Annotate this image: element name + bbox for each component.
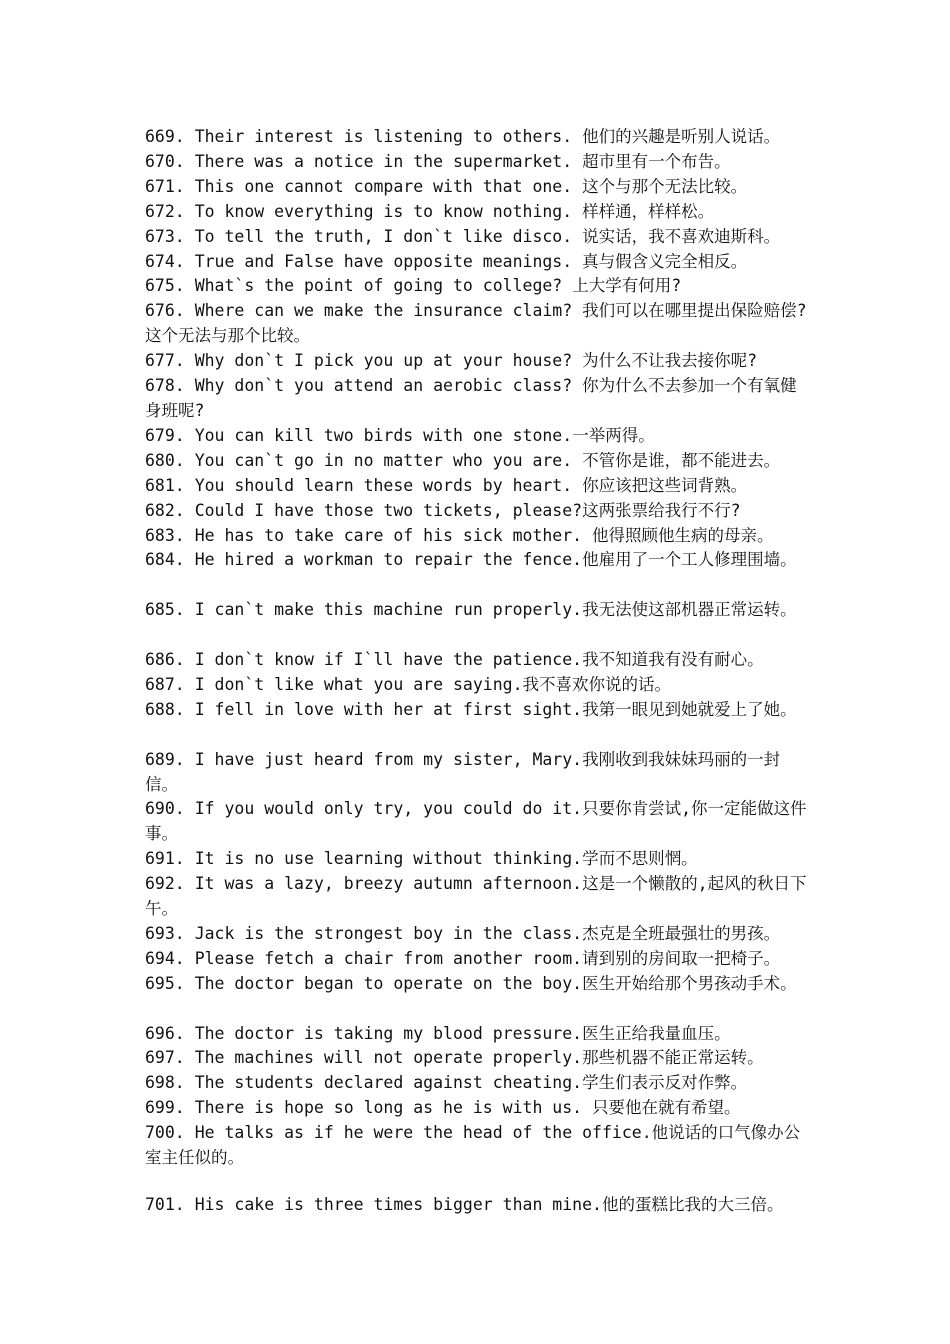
english-sentence: There is hope so long as he is with us. bbox=[194, 1098, 583, 1118]
chinese-translation: 这两张票给我行不行? bbox=[582, 500, 741, 520]
english-sentence: Could I have those two tickets, please? bbox=[194, 500, 583, 520]
list-item bbox=[145, 972, 813, 997]
entry-number: 682. bbox=[145, 500, 185, 520]
list-item bbox=[145, 648, 813, 673]
chinese-translation: 医生正给我量血压。 bbox=[582, 1023, 731, 1043]
entry-number: 687. bbox=[145, 674, 185, 694]
english-sentence: Where can we make the insurance claim? bbox=[194, 301, 573, 321]
list-item bbox=[145, 175, 813, 200]
list-item bbox=[145, 1121, 813, 1171]
english-sentence: I don`t like what you are saying. bbox=[194, 674, 523, 694]
english-sentence: Why don`t you attend an aerobic class? bbox=[194, 376, 573, 396]
list-item bbox=[145, 1046, 813, 1071]
entry-number: 691. bbox=[145, 849, 185, 869]
chinese-translation: 请到别的房间取一把椅子。 bbox=[582, 948, 781, 968]
chinese-translation: 那些机器不能正常运转。 bbox=[582, 1048, 764, 1068]
chinese-translation: 学而不思则惘。 bbox=[582, 849, 698, 869]
chinese-translation: 我不知道我有没有耐心。 bbox=[582, 650, 764, 669]
chinese-translation: 说实话，我不喜欢迪斯科。 bbox=[582, 226, 781, 246]
chinese-translation: 他说话的口气像办公室主任似的。 bbox=[145, 1123, 801, 1168]
chinese-translation: 学生们表示反对作弊。 bbox=[582, 1073, 748, 1093]
list-item bbox=[145, 424, 813, 449]
list-item bbox=[145, 673, 813, 698]
english-sentence: The students declared against cheating. bbox=[194, 1073, 583, 1093]
entry-number: 695. bbox=[145, 973, 185, 993]
entry-number: 701. bbox=[145, 1195, 185, 1214]
entry-number: 674. bbox=[145, 251, 185, 271]
list-item bbox=[145, 524, 813, 549]
chinese-translation: 只要他在就有希望。 bbox=[592, 1098, 741, 1118]
list-item bbox=[145, 1096, 813, 1121]
entry-number: 690. bbox=[145, 799, 185, 819]
list-item bbox=[145, 225, 813, 250]
entry-number: 686. bbox=[145, 650, 185, 669]
list-item bbox=[145, 374, 813, 424]
english-sentence: His cake is three times bigger than mine. bbox=[194, 1195, 602, 1214]
chinese-translation: 他得照顾他生病的母亲。 bbox=[592, 525, 774, 545]
entry-number: 699. bbox=[145, 1098, 185, 1118]
chinese-translation: 为什么不让我去接你呢? bbox=[582, 351, 758, 371]
list-item bbox=[145, 922, 813, 947]
entry-number: 669. bbox=[145, 127, 185, 146]
chinese-translation: 他的蛋糕比我的大三倍。 bbox=[601, 1195, 784, 1214]
english-sentence: True and False have opposite meanings. bbox=[194, 251, 573, 271]
list-item bbox=[145, 947, 813, 972]
chinese-translation: 我刚收到我妹妹玛丽的一封信。 bbox=[145, 749, 781, 794]
english-sentence: You can kill two birds with one stone. bbox=[194, 425, 573, 445]
entry-number: 675. bbox=[145, 276, 185, 296]
entry-number: 700. bbox=[145, 1123, 185, 1143]
list-item bbox=[145, 474, 813, 499]
english-sentence: It is no use learning without thinking. bbox=[194, 849, 583, 869]
list-item bbox=[145, 748, 813, 798]
entry-number: 679. bbox=[145, 425, 185, 445]
entry-number: 688. bbox=[145, 699, 185, 719]
english-sentence: To know everything is to know nothing. bbox=[194, 201, 573, 221]
chinese-translation: 样样通，样样松。 bbox=[582, 201, 715, 221]
entry-number: 672. bbox=[145, 201, 185, 221]
english-sentence: There was a notice in the supermarket. bbox=[194, 151, 573, 171]
chinese-translation: 杰克是全班最强壮的男孩。 bbox=[582, 923, 781, 943]
english-sentence: What`s the point of going to college? bbox=[194, 276, 563, 296]
entry-number: 685. bbox=[145, 600, 185, 620]
list-item bbox=[145, 548, 813, 573]
english-sentence: To tell the truth, I don`t like disco. bbox=[194, 226, 573, 246]
english-sentence: He hired a workman to repair the fence. bbox=[194, 550, 583, 570]
english-sentence: If you would only try, you could do it. bbox=[194, 799, 583, 819]
entry-number: 677. bbox=[145, 351, 185, 371]
list-item bbox=[145, 150, 813, 175]
english-sentence: The machines will not operate properly. bbox=[194, 1048, 583, 1068]
chinese-translation: 我无法使这部机器正常运转。 bbox=[582, 600, 797, 620]
entry-number: 693. bbox=[145, 923, 185, 943]
entry-number: 676. bbox=[145, 301, 185, 321]
entry-number: 684. bbox=[145, 550, 185, 570]
list-item bbox=[145, 1071, 813, 1096]
entry-number: 681. bbox=[145, 475, 185, 495]
list-item bbox=[145, 250, 813, 275]
chinese-translation: 他们的兴趣是听别人说话。 bbox=[582, 127, 781, 146]
list-item bbox=[145, 274, 813, 299]
chinese-translation: 这个与那个无法比较。 bbox=[582, 176, 748, 196]
english-sentence: I don`t know if I`ll have the patience. bbox=[194, 650, 583, 669]
chinese-translation: 上大学有何用? bbox=[572, 276, 682, 296]
sentence-list bbox=[145, 125, 813, 1218]
english-sentence: He talks as if he were the head of the office. bbox=[194, 1123, 652, 1143]
chinese-translation: 我们可以在哪里提出保险赔偿?这个无法与那个比较。 bbox=[145, 301, 807, 346]
chinese-translation: 你为什么不去参加一个有氧健身班呢? bbox=[145, 376, 797, 420]
english-sentence: I fell in love with her at first sight. bbox=[194, 699, 583, 719]
english-sentence: He has to take care of his sick mother. bbox=[194, 525, 583, 545]
chinese-translation: 不管你是谁，都不能进去。 bbox=[582, 450, 781, 470]
entry-number: 683. bbox=[145, 525, 185, 545]
english-sentence: You should learn these words by heart. bbox=[194, 475, 573, 495]
list-item bbox=[145, 499, 813, 524]
entry-number: 689. bbox=[145, 749, 185, 769]
english-sentence: I have just heard from my sister, Mary. bbox=[194, 749, 583, 769]
list-item bbox=[145, 1022, 813, 1047]
chinese-translation: 医生开始给那个男孩动手术。 bbox=[582, 973, 797, 993]
list-item bbox=[145, 847, 813, 872]
entry-number: 696. bbox=[145, 1023, 185, 1043]
entry-number: 692. bbox=[145, 874, 185, 894]
entry-number: 673. bbox=[145, 226, 185, 246]
list-item bbox=[145, 449, 813, 474]
english-sentence: Their interest is listening to others. bbox=[194, 127, 573, 146]
english-sentence: I can`t make this machine run properly. bbox=[194, 600, 583, 620]
chinese-translation: 他雇用了一个工人修理围墙。 bbox=[582, 550, 797, 570]
english-sentence: You can`t go in no matter who you are. bbox=[194, 450, 573, 470]
english-sentence: Please fetch a chair from another room. bbox=[194, 948, 583, 968]
english-sentence: This one cannot compare with that one. bbox=[194, 176, 573, 196]
entry-number: 697. bbox=[145, 1048, 185, 1068]
entry-number: 671. bbox=[145, 176, 185, 196]
chinese-translation: 一举两得。 bbox=[572, 425, 655, 445]
list-item bbox=[145, 797, 813, 847]
entry-number: 698. bbox=[145, 1073, 185, 1093]
english-sentence: The doctor began to operate on the boy. bbox=[194, 973, 583, 993]
entry-number: 694. bbox=[145, 948, 185, 968]
chinese-translation: 你应该把这些词背熟。 bbox=[582, 475, 748, 495]
entry-number: 678. bbox=[145, 376, 185, 396]
english-sentence: The doctor is taking my blood pressure. bbox=[194, 1023, 583, 1043]
chinese-translation: 我第一眼见到她就爱上了她。 bbox=[582, 699, 797, 719]
chinese-translation: 这是一个懒散的,起风的秋日下午。 bbox=[145, 874, 807, 919]
english-sentence: It was a lazy, breezy autumn afternoon. bbox=[194, 874, 583, 894]
english-sentence: Jack is the strongest boy in the class. bbox=[194, 923, 583, 943]
chinese-translation: 超市里有一个布告。 bbox=[582, 151, 731, 171]
list-item bbox=[145, 1193, 813, 1218]
list-item bbox=[145, 125, 813, 150]
chinese-translation: 只要你肯尝试,你一定能做这件事。 bbox=[145, 799, 807, 844]
list-item bbox=[145, 698, 813, 723]
entry-number: 670. bbox=[145, 151, 185, 171]
list-item bbox=[145, 299, 813, 349]
chinese-translation: 我不喜欢你说的话。 bbox=[522, 674, 672, 694]
list-item bbox=[145, 598, 813, 623]
chinese-translation: 真与假含义完全相反。 bbox=[582, 251, 748, 271]
entry-number: 680. bbox=[145, 450, 185, 470]
list-item bbox=[145, 349, 813, 374]
list-item bbox=[145, 200, 813, 225]
list-item bbox=[145, 872, 813, 922]
english-sentence: Why don`t I pick you up at your house? bbox=[194, 351, 573, 371]
